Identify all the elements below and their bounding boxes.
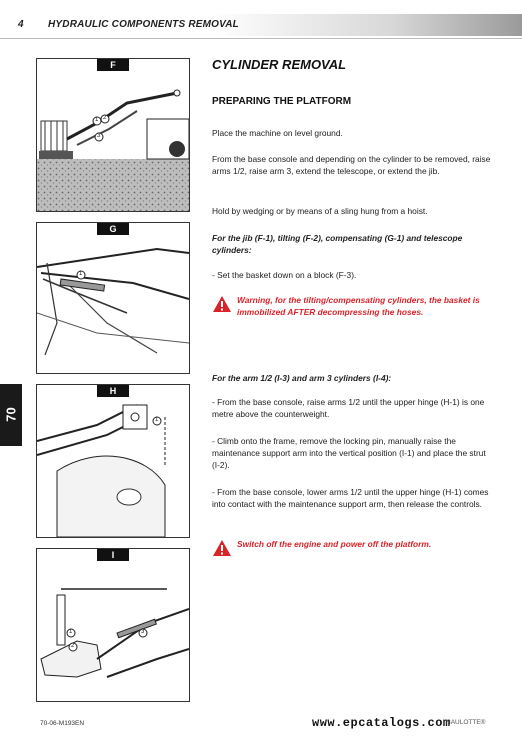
warning-icon <box>212 295 232 313</box>
paragraph-2: From the base console and depending on the cylinder to be removed, raise arms 1/2, raise arm 3, extend the telescope, or extend the jib. <box>212 154 491 176</box>
figure-g-callout-1: 1 <box>79 271 83 277</box>
figure-h-callout-1: 1 <box>155 417 159 423</box>
warning-1-text: Warning, for the tilting/compensating cylinders, the basket is immobilized AFTER decompressing the hoses. <box>237 295 480 317</box>
warning-2-text: Switch off the engine and power off the platform. <box>237 539 432 549</box>
subheading-arm: For the arm 1/2 (I-3) and arm 3 cylinders (I-4): <box>212 373 392 383</box>
figure-i-callout-2: 2 <box>71 643 75 649</box>
figure-i <box>36 548 190 702</box>
figure-f-callout-3: 3 <box>97 133 101 139</box>
chapter-tab-label: 70 <box>3 407 19 422</box>
header-rule <box>0 38 522 39</box>
page-number: 4 <box>18 19 24 30</box>
paragraph-3: Hold by wedging or by means of a sling hung from a hoist. <box>212 206 428 216</box>
figure-i-tag: I <box>97 549 129 561</box>
figure-h-illustration <box>37 385 189 537</box>
figure-f-callout-2: 2 <box>103 115 107 121</box>
paragraph-1: Place the machine on level ground. <box>212 128 343 138</box>
chapter-tab <box>0 384 22 446</box>
paragraph-7: - From the base console, lower arms 1/2 until the upper hinge (H-1) comes into contact with the maintenance support arm, then release the controls. <box>212 487 489 509</box>
figure-g <box>36 222 190 374</box>
page-title: CYLINDER REMOVAL <box>212 57 347 72</box>
figure-g-tag: G <box>97 223 129 235</box>
figure-h <box>36 384 190 538</box>
section-title: HYDRAULIC COMPONENTS REMOVAL <box>48 19 239 30</box>
figure-g-illustration <box>37 223 189 373</box>
document-code: 70-06-M193EN <box>40 720 85 727</box>
figure-h-tag: H <box>97 385 129 397</box>
figure-i-illustration <box>37 549 189 701</box>
figure-f-tag: F <box>97 59 129 71</box>
warning-icon <box>212 539 232 557</box>
subheading-jib: For the jib (F-1), tilting (F-2), compensating (G-1) and telescope cylinders: <box>212 233 463 255</box>
figure-i-callout-3: 3 <box>141 629 145 635</box>
section-subtitle: PREPARING THE PLATFORM <box>212 96 352 107</box>
figure-f-callout-1: 1 <box>95 117 99 123</box>
paragraph-5: - From the base console, raise arms 1/2 until the upper hinge (H-1) is one metre above the counterweight. <box>212 397 485 419</box>
page-header <box>0 14 522 36</box>
paragraph-4: - Set the basket down on a block (F-3). <box>212 270 357 280</box>
paragraph-6: - Climb onto the frame, remove the locking pin, manually raise the maintenance support arm into the vertical position (I-1) and place the strut (I-2). <box>212 436 486 470</box>
figure-f-illustration <box>37 59 189 211</box>
brand-mark: HAULOTTE® <box>446 719 486 726</box>
footer-website-link[interactable]: www.epcatalogs.com <box>312 716 451 730</box>
figure-i-callout-1: 1 <box>69 629 73 635</box>
figure-f <box>36 58 190 212</box>
